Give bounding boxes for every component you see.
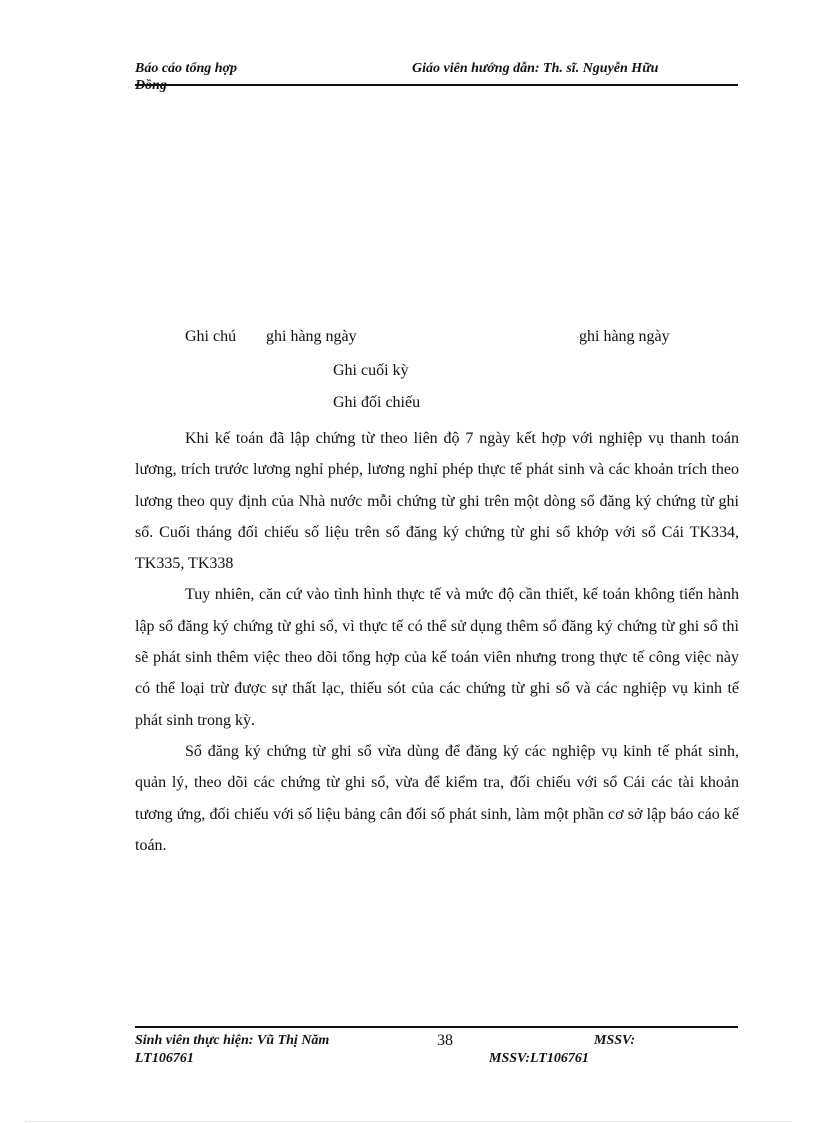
footer-rule bbox=[135, 1026, 738, 1028]
header-advisor: Giáo viên hướng dẫn: Th. sĩ. Nguyễn Hữu bbox=[412, 61, 659, 76]
page-edge-dots bbox=[25, 1121, 791, 1122]
footer-mssv-label: MSSV: bbox=[594, 1033, 635, 1048]
body-text bbox=[135, 423, 739, 861]
legend-period-end: Ghi cuối kỳ bbox=[333, 362, 409, 379]
header-rule bbox=[135, 84, 738, 86]
page-number: 38 bbox=[437, 1032, 453, 1049]
legend-daily-1: ghi hàng ngày bbox=[266, 328, 357, 345]
header-report-title bbox=[135, 60, 325, 94]
footer-student: Sinh viên thực hiện: Vũ Thị Năm bbox=[135, 1033, 330, 1048]
legend-reconcile: Ghi đối chiếu bbox=[333, 394, 421, 411]
footer-mssv-full: MSSV:LT106761 bbox=[489, 1051, 589, 1066]
legend-daily-2: ghi hàng ngày bbox=[579, 328, 670, 345]
footer-student-id: LT106761 bbox=[135, 1051, 194, 1066]
header-left-title: Báo cáo tổng hợp bbox=[135, 61, 238, 76]
paragraph-1: Khi kế toán đã lập chứng từ theo liên độ 7 ngày kết hợp với nghiệp vụ thanh toán lương, trích trước lương nghỉ phép, lương nghỉ phép thực tế phát sinh và các khoản trích theo lương theo quy định của Nhà nước mỗi chứng từ ghi trên một dòng sổ đăng ký chứng từ ghi sổ. Cuối tháng đối chiếu số liệu trên sổ đăng ký chứng từ ghi sổ khớp với sổ Cái TK334, TK335, TK338 bbox=[135, 430, 739, 573]
paragraph-3: Sổ đăng ký chứng từ ghi sổ vừa dùng để đăng ký các nghiệp vụ kinh tế phát sinh, quản lý, theo dõi các chứng từ ghi sổ, vừa để kiểm tra, đối chiếu với sổ Cái các tài khoản tương ứng, đối chiếu với số liệu bảng cân đối số phát sinh, làm một phần cơ sở lập báo cáo kế toán. bbox=[135, 742, 739, 854]
legend-label: Ghi chú bbox=[185, 328, 237, 345]
paragraph-2: Tuy nhiên, căn cứ vào tình hình thực tế và mức độ cần thiết, kế toán không tiến hành lập sổ đăng ký chứng từ ghi sổ, vì thực tế có thể sử dụng thêm sổ đăng ký chứng từ ghi sổ thì sẽ phát sinh thêm việc theo dõi tổng hợp của kế toán viên nhưng trong thực tế công việc này có thể loại trừ được sự thất lạc, thiếu sót của các chứng từ ghi sổ và các nghiệp vụ kinh tế phát sinh trong kỳ. bbox=[135, 586, 739, 729]
